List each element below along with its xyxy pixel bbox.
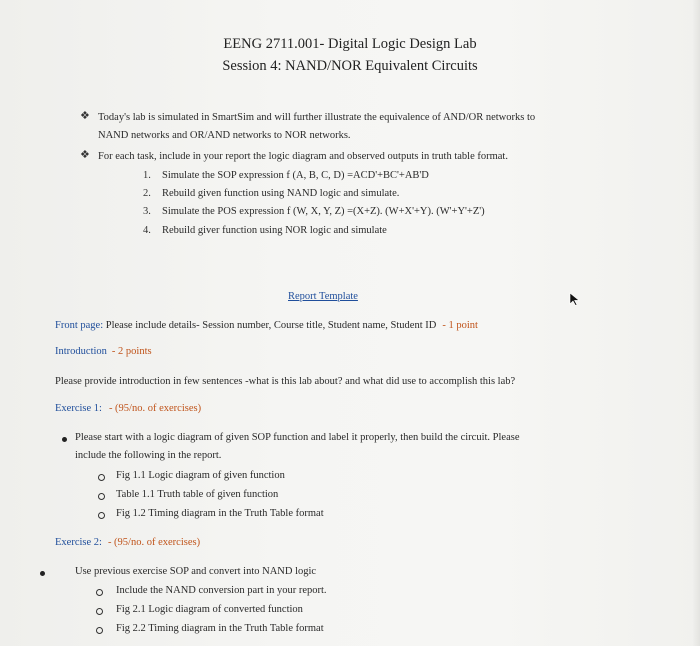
circle-bullet-icon (98, 493, 105, 500)
mouse-cursor-icon (569, 292, 581, 311)
circle-bullet-icon (96, 608, 103, 615)
document-subtitle: Session 4: NAND/NOR Equivalent Circuits (222, 58, 478, 74)
exercise-1-item: Table 1.1 Truth table of given function (116, 489, 279, 500)
front-page-points: - 1 point (442, 320, 478, 331)
exercise-2-heading (55, 537, 200, 548)
exercise-2-item: Include the NAND conversion part in your report. (116, 585, 327, 596)
exercise-1-item: Fig 1.2 Timing diagram in the Truth Table format (116, 508, 324, 519)
circle-bullet-icon (96, 589, 103, 596)
circle-bullet-icon (98, 474, 105, 481)
task-number: 1. (143, 170, 151, 181)
exercise-1-points: - (95/no. of exercises) (108, 403, 202, 414)
introduction-line (55, 346, 152, 357)
intro-bullet-2: For each task, include in your report the logic diagram and observed outputs in truth table format. (98, 151, 508, 162)
document-title: EENG 2711.001- Digital Logic Design Lab (223, 36, 477, 52)
page-edge-shadow (692, 0, 700, 646)
front-page-text: Please include details- Session number, Course title, Student name, Student ID (103, 320, 437, 331)
task-4: Rebuild giver function using NOR logic and simulate (162, 225, 387, 236)
exercise-2-label: Exercise 2: (55, 537, 102, 548)
exercise-2-points: - (95/no. of exercises) (107, 537, 201, 548)
task-number: 3. (143, 206, 151, 217)
bullet-icon (62, 437, 67, 442)
task-2: Rebuild given function using NAND logic and simulate. (162, 188, 400, 199)
exercise-1-instruction-line1: Please start with a logic diagram of given SOP function and label it properly, then build the circuit. Please (75, 432, 520, 443)
exercise-1-heading (55, 403, 201, 414)
front-page-line (55, 320, 478, 331)
diamond-bullet-icon: ❖ (80, 148, 90, 161)
circle-bullet-icon (96, 627, 103, 634)
intro-bullet-1-line2: NAND networks and OR/AND networks to NOR networks. (98, 130, 351, 141)
exercise-2-item: Fig 2.1 Logic diagram of converted function (116, 604, 303, 615)
exercise-2-item: Fig 2.2 Timing diagram in the Truth Table format (116, 623, 324, 634)
task-1: Simulate the SOP expression f (A, B, C, D) =ACD'+BC'+AB'D (162, 170, 429, 181)
task-3: Simulate the POS expression f (W, X, Y, Z) =(X+Z). (W+X'+Y). (W'+Y'+Z') (162, 206, 485, 217)
intro-bullet-1-line1: Today's lab is simulated in SmartSim and will further illustrate the equivalence of AND/OR networks to (98, 112, 536, 123)
exercise-1-item: Fig 1.1 Logic diagram of given function (116, 470, 285, 481)
introduction-label: Introduction (55, 346, 107, 357)
diamond-bullet-icon: ❖ (80, 109, 90, 122)
exercise-1-instruction-line2: include the following in the report. (75, 450, 222, 461)
introduction-text: Please provide introduction in few sentences -what is this lab about? and what did use to accomplish this lab? (55, 376, 516, 387)
exercise-2-instruction: Use previous exercise SOP and convert into NAND logic (75, 566, 317, 577)
exercise-1-label: Exercise 1: (55, 403, 102, 414)
front-page-label: Front page: (55, 320, 104, 331)
introduction-points: - 2 points (111, 346, 152, 357)
task-number: 2. (143, 188, 151, 199)
bullet-icon (40, 571, 45, 576)
circle-bullet-icon (98, 512, 105, 519)
task-number: 4. (143, 225, 151, 236)
report-template-heading: Report Template (288, 291, 358, 302)
